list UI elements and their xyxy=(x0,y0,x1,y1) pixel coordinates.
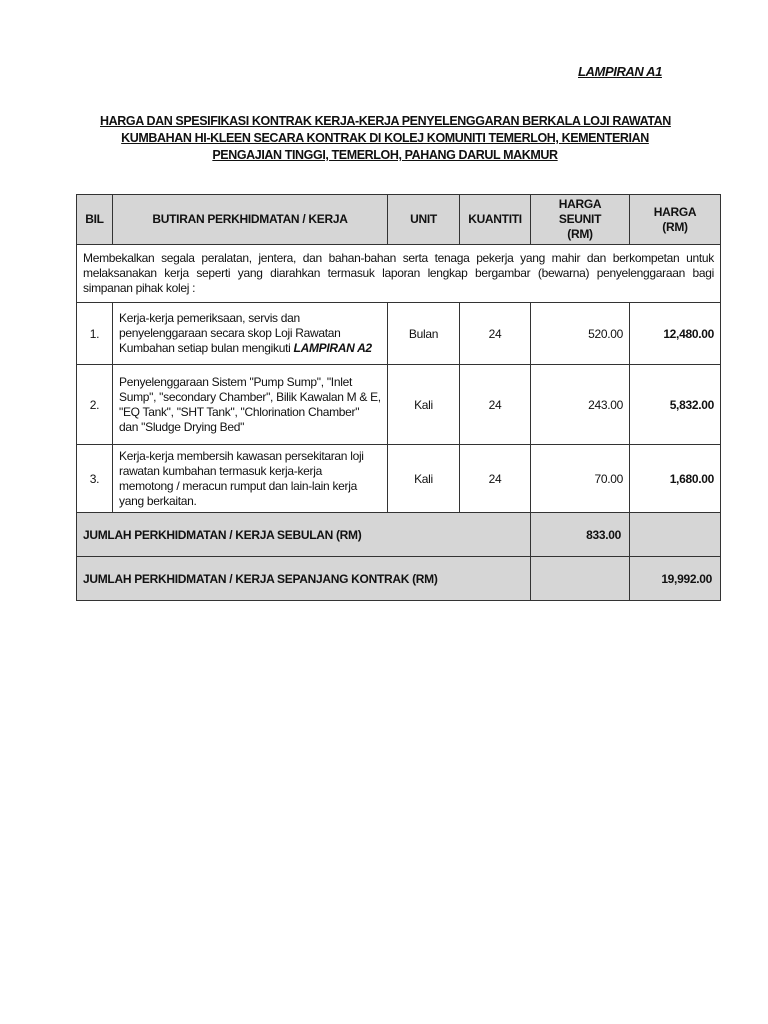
row-description: Kerja-kerja pemeriksaan, servis dan penyelenggaraan secara skop Loji Rawatan Kumbahan setiap bulan mengikuti LAMPIRAN A2 xyxy=(113,303,388,365)
lampiran-label: LAMPIRAN A1 xyxy=(578,64,662,79)
row-unit-price: 520.00 xyxy=(531,303,630,365)
table-row xyxy=(77,365,721,445)
row-unit: Kali xyxy=(388,365,460,445)
col-header-harga-seunit: HARGA SEUNIT (RM) xyxy=(531,195,630,245)
lampiran-a2-ref: LAMPIRAN A2 xyxy=(293,341,372,355)
intro-text: Membekalkan segala peralatan, jentera, dan bahan-bahan serta tenaga pekerja yang mahir dan berkompetan untuk melaksanakan kerja seperti yang diarahkan termasuk laporan lengkap bergambar (bewarna) penyelenggaraan bagi simpanan pihak kolej : xyxy=(83,251,714,295)
col-header-butiran: BUTIRAN PERKHIDMATAN / KERJA xyxy=(113,195,388,245)
row-unit-price: 243.00 xyxy=(531,365,630,445)
monthly-total-label: JUMLAH PERKHIDMATAN / KERJA SEBULAN (RM) xyxy=(77,513,531,557)
row-unit: Bulan xyxy=(388,303,460,365)
row-quantity: 24 xyxy=(460,365,531,445)
document-title xyxy=(100,113,670,164)
row-unit: Kali xyxy=(388,445,460,513)
contract-total-label: JUMLAH PERKHIDMATAN / KERJA SEPANJANG KONTRAK (RM) xyxy=(77,557,531,601)
title-line-2: KUMBAHAN HI-KLEEN SECARA KONTRAK DI KOLEJ KOMUNITI TEMERLOH, KEMENTERIAN xyxy=(121,131,649,145)
row-total: 12,480.00 xyxy=(630,303,721,365)
col-header-unit: UNIT xyxy=(388,195,460,245)
row-bil: 1. xyxy=(77,303,113,365)
contract-total-empty xyxy=(531,557,630,601)
monthly-total-empty xyxy=(630,513,721,557)
row-unit-price: 70.00 xyxy=(531,445,630,513)
table-row xyxy=(77,303,721,365)
title-line-1: HARGA DAN SPESIFIKASI KONTRAK KERJA-KERJA PENYELENGGARAN BERKALA LOJI RAWATAN xyxy=(100,114,671,128)
row-description: Penyelenggaraan Sistem "Pump Sump", "Inlet Sump", "secondary Chamber", Bilik Kawalan M & E, "EQ Tank", "SHT Tank", "Chlorination Chamber" dan "Sludge Drying Bed" xyxy=(113,365,388,445)
row-quantity: 24 xyxy=(460,445,531,513)
title-line-3: PENGAJIAN TINGGI, TEMERLOH, PAHANG DARUL MAKMUR xyxy=(212,148,558,162)
row-bil: 2. xyxy=(77,365,113,445)
row-total: 1,680.00 xyxy=(630,445,721,513)
monthly-total-value: 833.00 xyxy=(531,513,630,557)
price-table xyxy=(76,194,721,601)
col-header-kuantiti: KUANTITI xyxy=(460,195,531,245)
contract-total-value: 19,992.00 xyxy=(630,557,721,601)
monthly-total-row xyxy=(77,513,721,557)
row-bil: 3. xyxy=(77,445,113,513)
row-quantity: 24 xyxy=(460,303,531,365)
table-row xyxy=(77,445,721,513)
col-header-harga: HARGA (RM) xyxy=(630,195,721,245)
table-header-row xyxy=(77,195,721,245)
col-header-bil: BIL xyxy=(77,195,113,245)
row-total: 5,832.00 xyxy=(630,365,721,445)
intro-row xyxy=(77,245,721,303)
contract-total-row xyxy=(77,557,721,601)
row-description: Kerja-kerja membersih kawasan persekitaran loji rawatan kumbahan termasuk kerja-kerja memotong / meracun rumput dan lain-lain kerja yang berkaitan. xyxy=(113,445,388,513)
